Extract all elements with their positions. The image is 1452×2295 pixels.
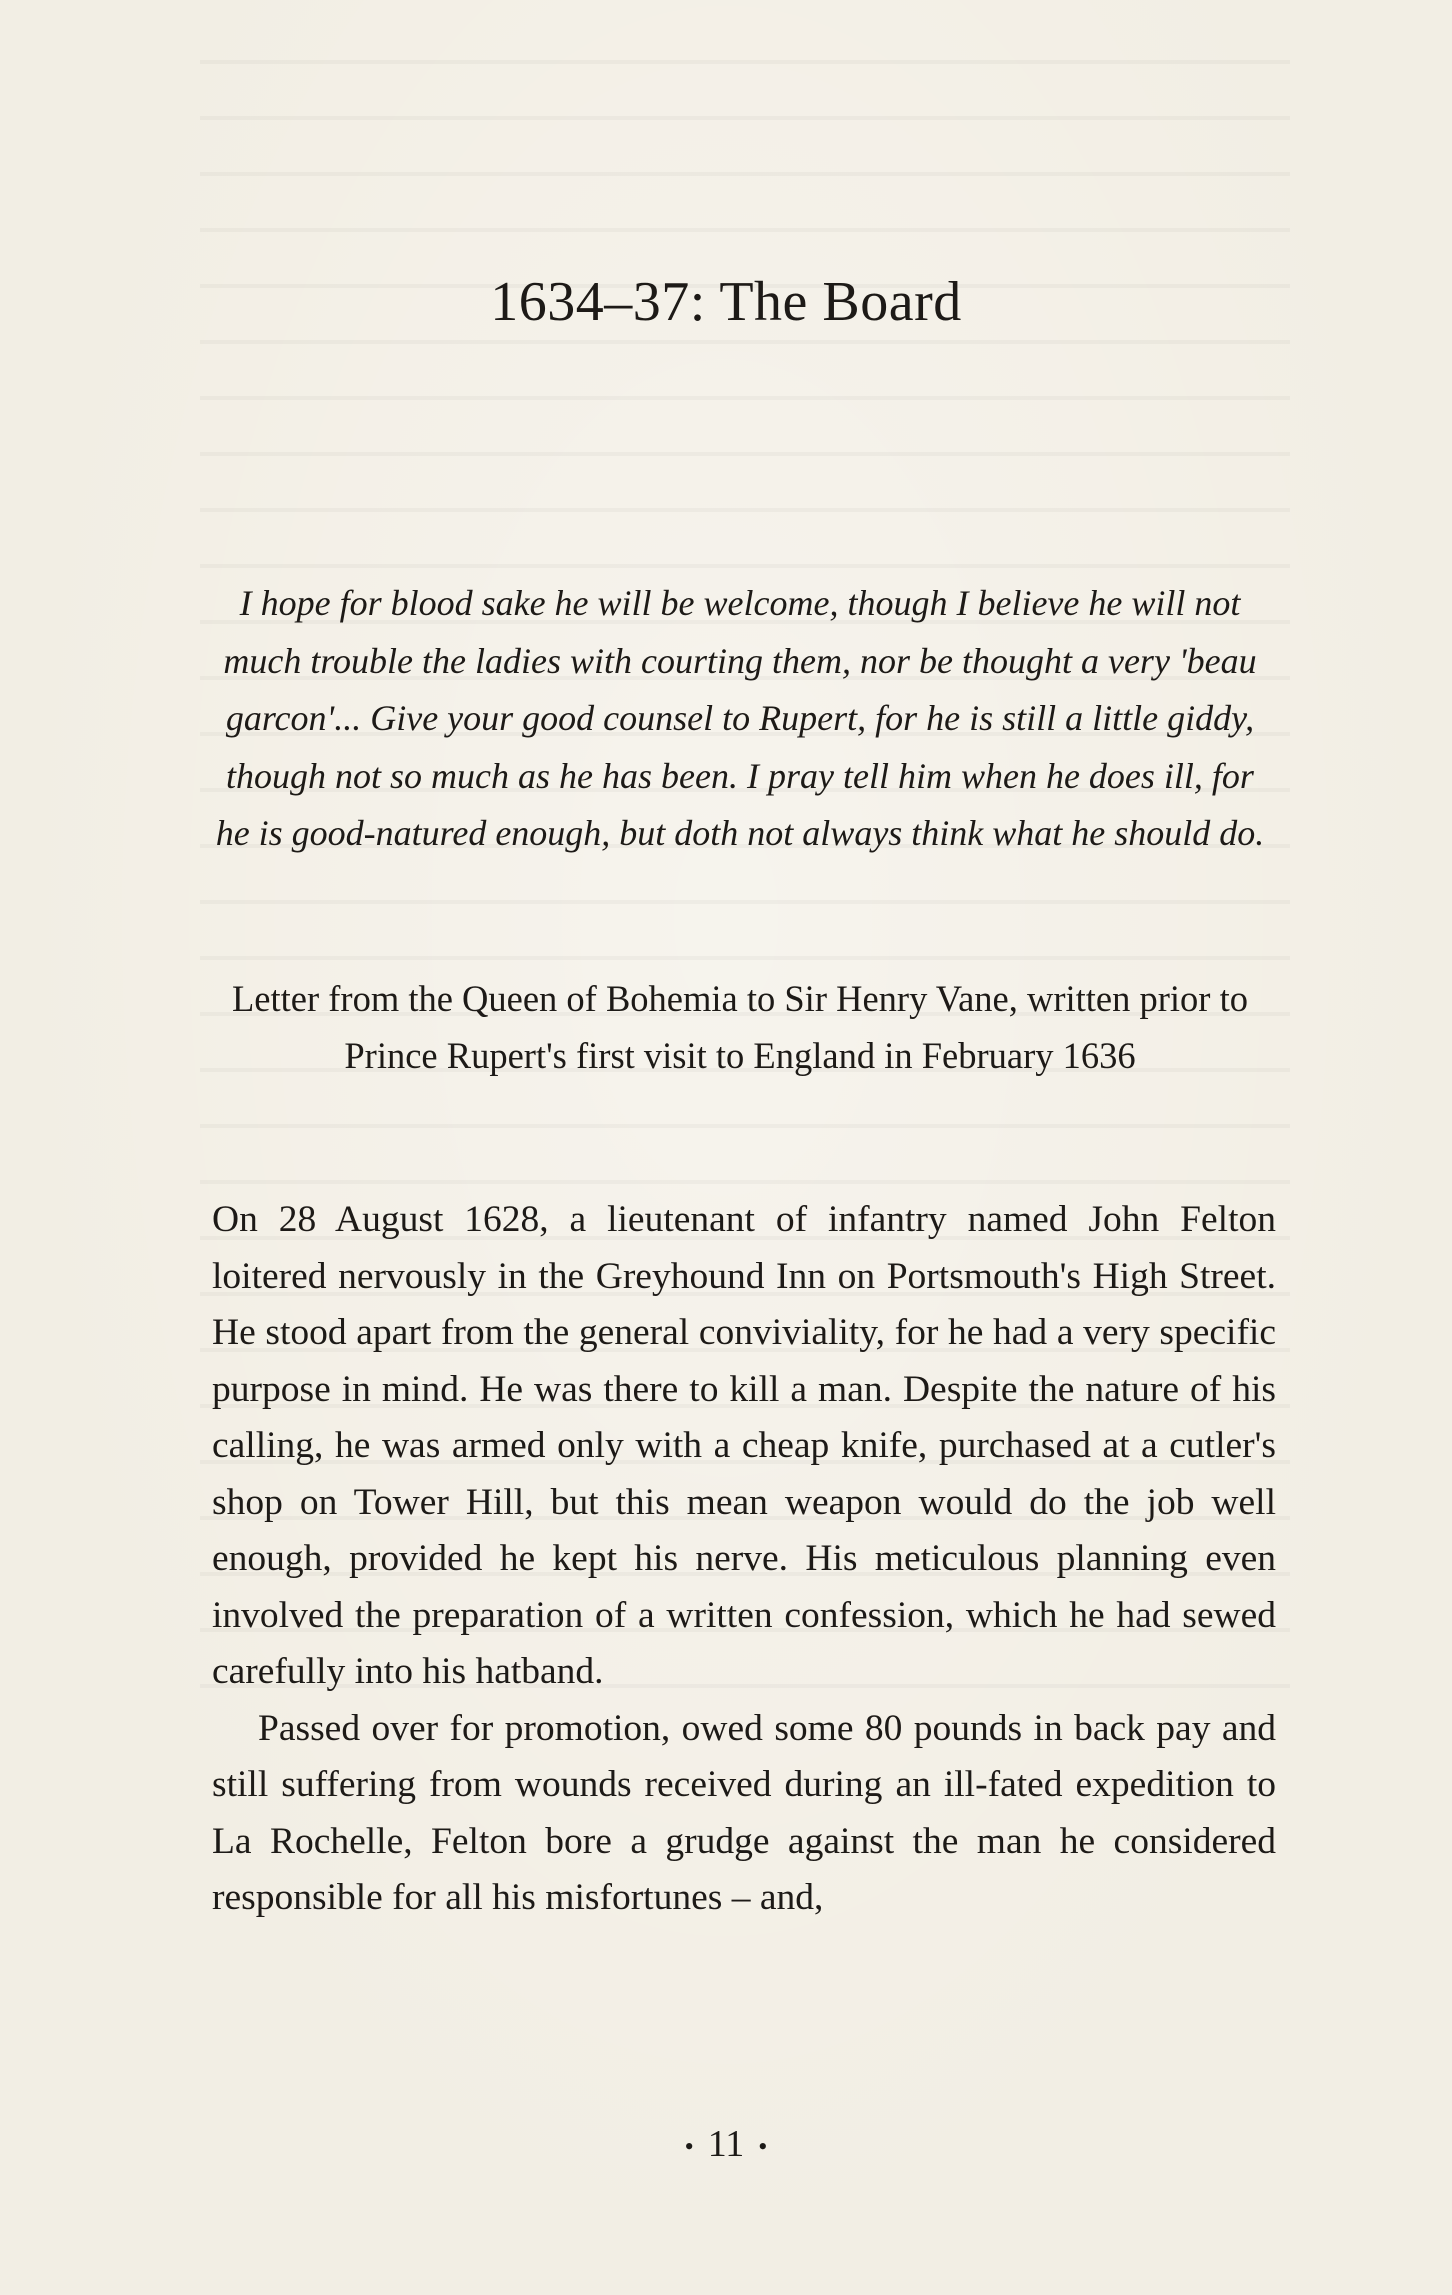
page-number-footer: [0, 2122, 1452, 2166]
page-number: 11: [707, 2123, 745, 2165]
chapter-title: 1634–37: The Board: [490, 271, 962, 333]
paragraph: On 28 August 1628, a lieutenant of infantry named John Felton loitered nervously in the Greyhound Inn on Portsmouth's High Street. He stood apart from the general conviviality, for he had a very specific purpose in mind. He was there to kill a man. Despite the nature of his calling, he was armed only with a cheap knife, purchased at a cutler's shop on Tower Hill, but this mean weapon would do the job well enough, provided he kept his nerve. His meticulous planning even involved the preparation of a written confession, which he had sewed carefully into his hatband.: [212, 1199, 1276, 1692]
bullet-left: •: [684, 2132, 694, 2162]
epigraph-quote: I hope for blood sake he will be welcome, though I believe he will not much trouble the ladies with courting them, nor be thought a very 'beau garcon'... Give your good counsel to Rupert, for he is still a little giddy, though not so much as he has been. I pray tell him when he does ill, for he is good-natured enough, but doth not always think what he should do.: [215, 583, 1265, 853]
body-text: [212, 1192, 1276, 1927]
epigraph-attribution: Letter from the Queen of Bohemia to Sir Henry Vane, written prior to Prince Rupert's first visit to England in February 1636: [232, 978, 1248, 1076]
bullet-right: •: [758, 2132, 768, 2162]
paragraph: Passed over for promotion, owed some 80 pounds in back pay and still suffering from wounds received during an ill-fated expedition to La Rochelle, Felton bore a grudge against the man he considered responsible for all his misfortunes – and,: [212, 1707, 1276, 1918]
